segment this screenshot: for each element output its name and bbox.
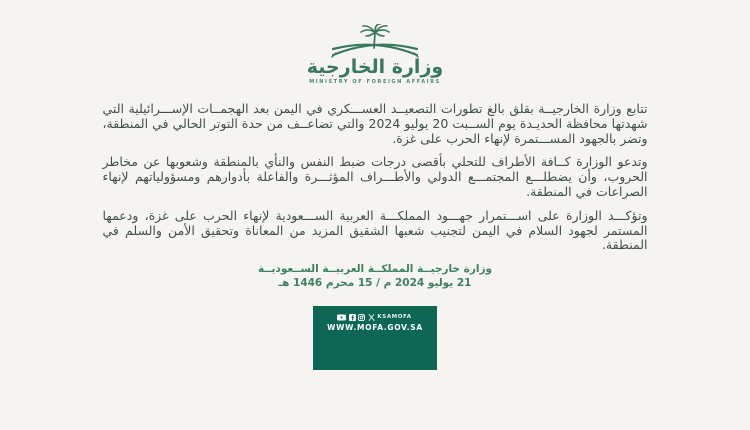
instagram-icon — [358, 314, 365, 321]
facebook-icon — [349, 314, 356, 321]
ministry-logo — [0, 0, 750, 85]
footer-box — [313, 306, 437, 370]
x-icon — [368, 314, 375, 321]
signature-block — [0, 263, 750, 290]
ministry-arabic-calligraphy: وزارة الخارجية — [306, 56, 444, 78]
social-handle: KSAMOFA — [377, 314, 412, 321]
youtube-icon — [337, 314, 346, 321]
statement-paragraph-3: وتؤكـــد الوزارة على اســـتمرار جهـــود المملكـــة العربية الســـعودية لإنهاء الحرب على غزة، ودعمها المستمر لجهود السلام في اليمن لتجنيب شعبها الشقيق المزيد من المعاناة وتحقيق الأمن والسلم في المنطقة. — [102, 207, 648, 253]
statement-body — [103, 102, 648, 253]
website-url: WWW.MOFA.GOV.SA — [327, 323, 423, 333]
signature-date-line: 21 يوليو 2024 م / 15 محرم 1446 هـ — [278, 277, 472, 290]
palm-tree-crossed-swords-emblem-icon — [325, 24, 425, 60]
statement-paragraph-1: تتابع وزارة الخارجيــة بقلق بالغ تطورات التصعيــد العســـكري في اليمن بعد الهجمــات الإســـرائيلية التي شهدتها محافظة الحديـدة يوم الســبت 20 يوليو 2024 والتي تضاعــف من حدة التوتر الحالي في المنطقة، وتضر بالجهود المســـتمرة لإنهاء الحرب على غزة. — [102, 101, 648, 146]
signature-ministry-line: وزارة خارجيــة المملكــة العربيــة الســعوديــة — [257, 263, 493, 276]
statement-paragraph-2: وتدعو الوزارة كــافة الأطراف للتحلي بأقصى درجات ضبط النفس والنأي بالمنطقة وشعوبها عن مخاطر الحروب، وأن يضطلـــع المجتمـــع الدولي والأطـــراف المؤثـــرة والفاعلة بأدوارهم ومسؤولياتهم لإنهاء الصراعات في المنطقة. — [102, 154, 648, 199]
ministry-english-title: MINISTRY OF FOREIGN AFFAIRS — [309, 79, 441, 85]
social-media-row — [313, 313, 437, 321]
